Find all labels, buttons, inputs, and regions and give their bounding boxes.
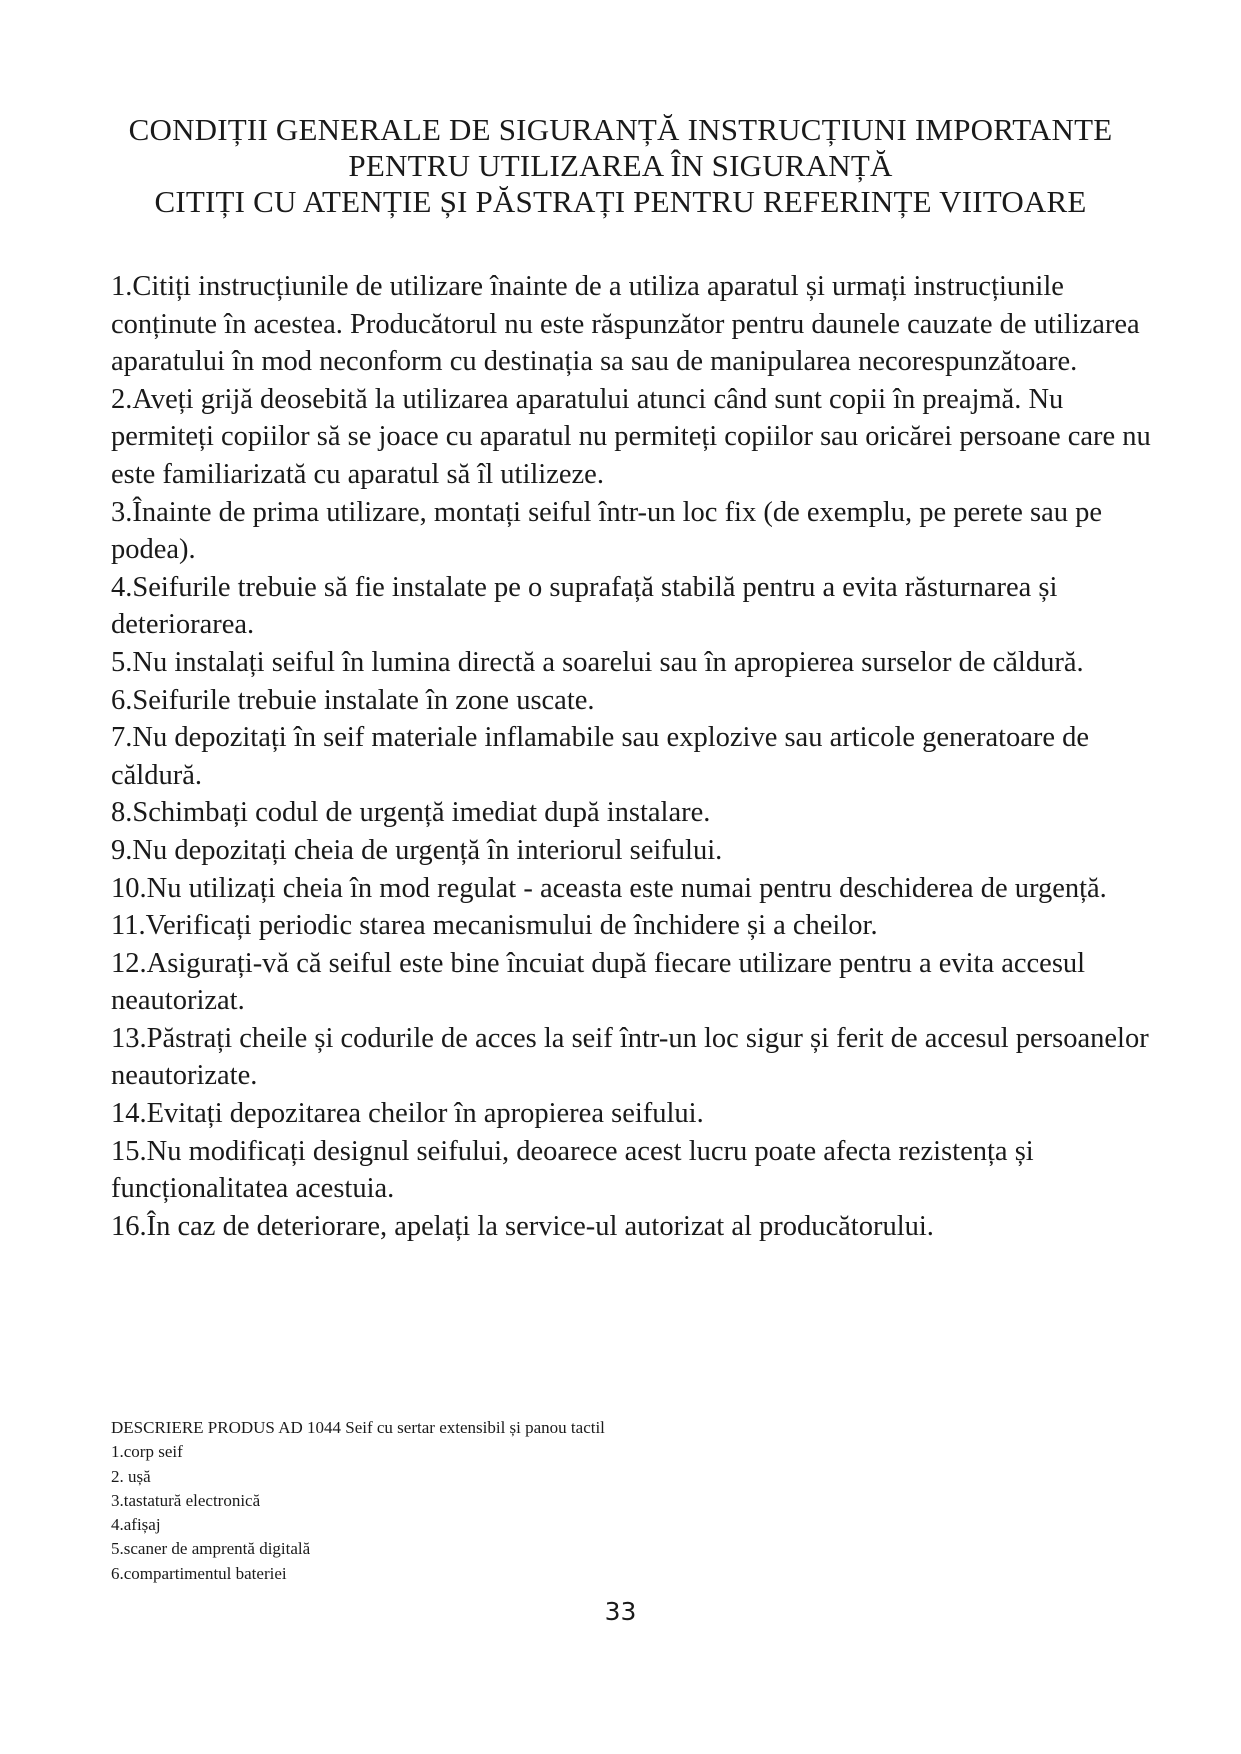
rule-item: 16.În caz de deteriorare, apelați la service-ul autorizat al producătorului. xyxy=(111,1210,934,1242)
part-list-item: 3.tastatură electronică xyxy=(111,1490,261,1510)
heading-line-3: CITIȚI CU ATENȚIE ȘI PĂSTRAȚI PENTRU REFERINȚE VIITOARE xyxy=(154,184,1087,219)
rule-item: 11.Verificați periodic starea mecanismului de închidere și a cheilor. xyxy=(111,910,878,942)
safety-heading xyxy=(100,112,1141,220)
rule-item: 4.Seifurile trebuie să fie instalate pe o suprafață stabilă pentru a evita răsturnarea și deteriorarea. xyxy=(111,571,1058,641)
part-list-item: 1.corp seif xyxy=(111,1442,183,1462)
product-description-title: DESCRIERE PRODUS AD 1044 Seif cu sertar extensibil și panou tactil xyxy=(111,1418,605,1437)
heading-line-2: PENTRU UTILIZAREA ÎN SIGURANȚĂ xyxy=(348,148,893,183)
rule-item: 9.Nu depozitați cheia de urgență în interiorul seifului. xyxy=(111,834,723,866)
rule-item: 1.Citiți instrucțiunile de utilizare înainte de a utiliza aparatul și urmați instrucțiunile conținute în acestea. Producătorul nu este răspunzător pentru daunele cauzate de utilizarea aparatului în mod neconform cu destinația sa sau de manipularea necorespunzătoare. xyxy=(111,271,1140,378)
heading-line-1: CONDIȚII GENERALE DE SIGURANȚĂ INSTRUCȚIUNI IMPORTANTE xyxy=(128,112,1113,147)
rule-item: 6.Seifurile trebuie instalate în zone uscate. xyxy=(111,684,595,716)
part-list-item: 5.scaner de amprentă digitală xyxy=(111,1539,311,1559)
rule-item: 14.Evitați depozitarea cheilor în apropierea seifului. xyxy=(111,1098,704,1130)
rule-item: 10.Nu utilizați cheia în mod regulat - aceasta este numai pentru deschiderea de urgență. xyxy=(111,872,1107,904)
rule-item: 12.Asigurați-vă că seiful este bine încuiat după fiecare utilizare pentru a evita accesul neautorizat. xyxy=(111,947,1086,1017)
page-number: 33 xyxy=(604,1597,637,1626)
rule-item: 3.Înainte de prima utilizare, montați seiful într-un loc fix (de exemplu, pe perete sau pe podea). xyxy=(111,496,1103,566)
rule-item: 15.Nu modificați designul seifului, deoarece acest lucru poate afecta rezistența și funcționalitatea acestuia. xyxy=(111,1135,1034,1205)
part-list-item: 4.afișaj xyxy=(111,1515,161,1535)
product-description xyxy=(111,1416,1111,1586)
part-list-item: 6.compartimentul bateriei xyxy=(111,1563,287,1583)
rule-item: 8.Schimbați codul de urgență imediat după instalare. xyxy=(111,797,711,829)
rule-item: 13.Păstrați cheile și codurile de acces la seif într-un loc sigur și ferit de accesul persoanelor neautorizate. xyxy=(111,1022,1149,1092)
rule-item: 7.Nu depozitați în seif materiale inflamabile sau explozive sau articole generatoare de căldură. xyxy=(111,722,1090,791)
rule-item: 5.Nu instalați seiful în lumina directă a soarelui sau în apropierea surselor de căldură. xyxy=(111,646,1084,678)
safety-rules-list xyxy=(111,268,1171,1245)
rule-item: 2.Aveți grijă deosebită la utilizarea aparatului atunci când sunt copii în preajmă. Nu permiteți copiilor să se joace cu aparatul nu permiteți copiilor sau oricărei persoane care nu este familiarizată cu aparatul să îl utilizeze. xyxy=(111,383,1151,490)
part-list-item: 2. ușă xyxy=(111,1466,151,1486)
